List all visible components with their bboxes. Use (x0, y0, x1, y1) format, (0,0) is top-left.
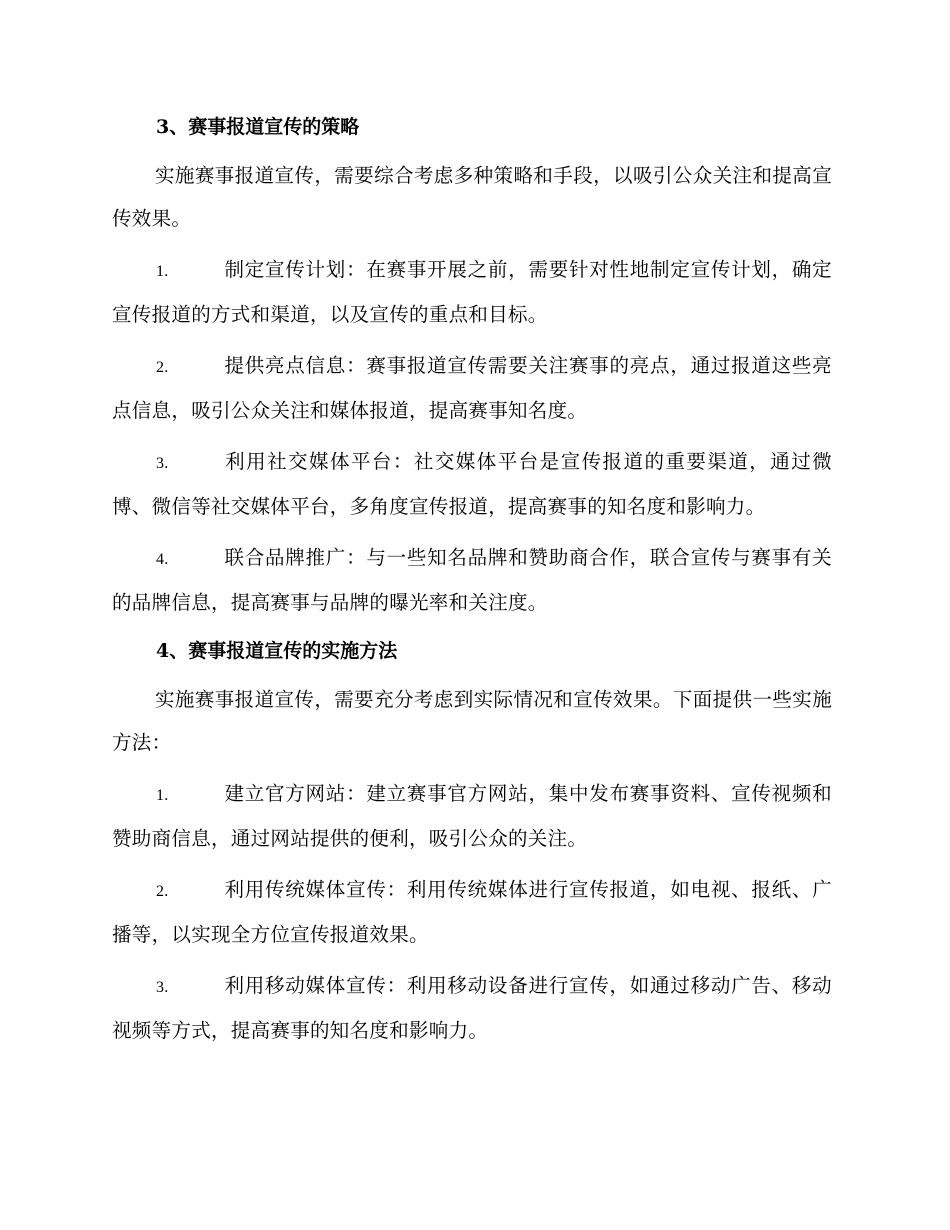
document-body (112, 108, 832, 1060)
section-3-intro: 实施赛事报道宣传，需要综合考虑多种策略和手段，以吸引公众关注和提高宣传效果。 (112, 164, 832, 230)
list-number: 1. (156, 263, 169, 280)
section-3-item-2 (112, 344, 832, 432)
list-number: 2. (156, 359, 169, 376)
section-4-heading: 4、赛事报道宣传的实施方法 (156, 640, 398, 662)
list-number: 2. (156, 883, 169, 900)
list-item-text: 建立官方网站：建立赛事官方网站，集中发布赛事资料、宣传视频和赞助商信息，通过网站提供的便利，吸引公众的关注。 (112, 782, 832, 850)
list-item-text: 制定宣传计划：在赛事开展之前，需要针对性地制定宣传计划，确定宣传报道的方式和渠道，以及宣传的重点和目标。 (112, 258, 832, 326)
section-3-heading: 3、赛事报道宣传的策略 (156, 116, 360, 138)
section-3-item-3 (112, 440, 832, 528)
list-number: 3. (156, 455, 169, 472)
section-3-item-1 (112, 248, 832, 336)
list-item-text: 利用社交媒体平台：社交媒体平台是宣传报道的重要渠道，通过微博、微信等社交媒体平台，多角度宣传报道，提高赛事的知名度和影响力。 (112, 450, 832, 518)
list-item-text: 利用移动媒体宣传：利用移动设备进行宣传，如通过移动广告、移动视频等方式，提高赛事的知名度和影响力。 (112, 974, 832, 1042)
section-4-item-2 (112, 868, 832, 956)
section-4-item-3 (112, 964, 832, 1052)
section-4-item-1 (112, 772, 832, 860)
list-item-text: 联合品牌推广：与一些知名品牌和赞助商合作，联合宣传与赛事有关的品牌信息，提高赛事与品牌的曝光率和关注度。 (112, 546, 832, 614)
list-number: 4. (156, 551, 169, 568)
list-number: 3. (156, 979, 169, 996)
section-3-item-4 (112, 536, 832, 624)
section-4-intro: 实施赛事报道宣传，需要充分考虑到实际情况和宣传效果。下面提供一些实施方法： (112, 688, 832, 754)
list-number: 1. (156, 787, 169, 804)
list-item-text: 利用传统媒体宣传：利用传统媒体进行宣传报道，如电视、报纸、广播等，以实现全方位宣传报道效果。 (112, 878, 832, 946)
list-item-text: 提供亮点信息：赛事报道宣传需要关注赛事的亮点，通过报道这些亮点信息，吸引公众关注和媒体报道，提高赛事知名度。 (112, 354, 832, 422)
